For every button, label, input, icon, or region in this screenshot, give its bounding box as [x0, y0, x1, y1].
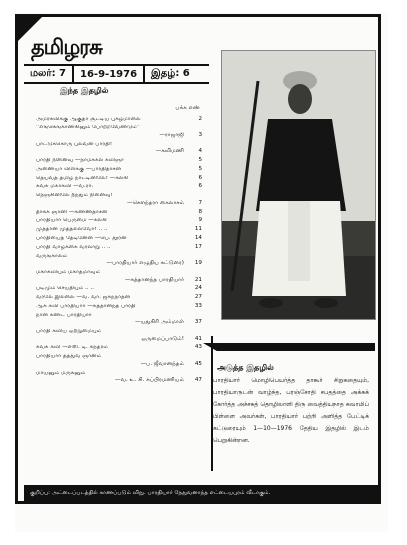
toc-entry-page: 11: [194, 226, 202, 233]
toc-entry-title: அணையா விளக்கு —பாரதிதாசன்: [36, 166, 122, 172]
toc-entry: [36, 345, 202, 351]
magazine-logo: தமிழரசு: [31, 34, 102, 59]
toc-entry-title: மாயனும் மருகனும்: [36, 370, 86, 376]
toc-entry-title: படிமும் செய்தியும் .. ..: [36, 286, 94, 292]
toc-entry-author: —யதுகிரி அம்மாள்: [135, 319, 184, 326]
toc-entry-page: 21: [194, 276, 202, 283]
cover-photo: [221, 50, 376, 320]
toc-entry-title: மகாகவியும் மகாத்மாவும்: [36, 269, 100, 275]
toc-entry-page: 14: [194, 234, 202, 241]
toc-entry: [36, 304, 202, 310]
toc-entry-page: 9: [198, 217, 202, 224]
toc-entry-title: பாரதியைத் தேடினேன் —பெ. தூரன்: [36, 235, 127, 241]
toc-entry-page: 7: [198, 199, 202, 206]
volume-label: மலர்: 7: [30, 68, 67, 79]
toc-entry: [36, 286, 202, 292]
next-issue-title: அடுத்த இதழில்: [217, 363, 274, 372]
toc-entry-page: 17: [194, 243, 202, 250]
toc-entry-title: முத்தான முத்தல்லவோ! .. ..: [36, 227, 108, 233]
issue-info-bar: [24, 64, 209, 84]
toc-entry-page: 43: [194, 344, 202, 351]
toc-entry: [36, 371, 202, 384]
toc-entry-title: பாரதி கவிய ஒற்றுமையும்: [36, 329, 102, 334]
toc-entry-title: பாரதியார் பெருமை —கல்கி: [36, 218, 107, 224]
toc-entry: [36, 176, 202, 182]
toc-entry-title: வரலே இல்லை —வ. வா. ஜகந்நாதன்: [36, 295, 131, 301]
toc-entry-author: —ராஜாஜி: [159, 131, 184, 138]
next-issue-box: [203, 343, 375, 471]
toc-entry: [36, 218, 202, 224]
toc-entry: [36, 313, 202, 326]
issue-number: இதழ்: 6: [151, 68, 190, 79]
footer-note: குறிப்பு: அட்டைப்படத்தில் காணப்படும் விநு. பாரதியார் நேதுவனாந்த எட்டையபுரம் வீடாகும்.: [24, 485, 380, 501]
toc-entry-author: —ப. ஜீவானந்தம்: [140, 360, 184, 367]
toc-entry-page: 3: [198, 131, 202, 138]
toc-entry: [36, 193, 202, 206]
toc-entry-author: —வ. உ. சி. சுப்பிரமணியம்: [115, 377, 184, 384]
toc-entry-title: வருங்காலம்: [36, 253, 68, 259]
toc-entry-page: 19: [194, 260, 202, 267]
portrait-image: [222, 51, 375, 319]
toc-entry: [36, 270, 202, 283]
toc-entry-page: 5: [198, 165, 202, 172]
toc-entry: [36, 210, 202, 216]
toc-entry-title: கவசு மகாகவி —வ.ரா.: [36, 184, 94, 190]
toc-entry: [36, 295, 202, 301]
toc-entry-title: தெய்வத் தமிழ் நாட்டினிலே! —கல்கி: [36, 175, 129, 181]
toc-entry-page: 5: [198, 157, 202, 164]
masthead: [31, 24, 201, 66]
toc-entry-title: கவசு கவி —எஸ். டி. சுந்தரம்: [36, 345, 108, 351]
page-number-header: பக்க எண்: [175, 105, 200, 111]
toc-entry-title: அமரகவிக்கு ஆகுதர் சூட்டிய புகழ்மாலை: [36, 116, 141, 122]
toc-entry-author: —சுத்தானந்த பாரதியார்: [124, 276, 184, 283]
toc-entry-author: —கவிமணி: [155, 148, 184, 155]
toc-entry-page: 8: [198, 208, 202, 215]
issue-date: 16-9-1976: [80, 68, 138, 80]
toc-entry: [36, 254, 202, 267]
toc-entry: [36, 167, 202, 173]
toc-entry-title: நெஞ்சினிலே நீந்தும் நினைவு!: [36, 193, 113, 199]
toc-entry-page: 2: [198, 115, 202, 122]
toc-entry: [36, 125, 202, 138]
next-issue-text: பாரதியார் மொழிபெயர்த்த தாகூர் சிறுகதையும், பாரதியாருடன் வாழ்ந்த, பரஞ்சோதி சபதத்தை அக்கக் கோர்த்த அச்சகத் தொழிலாளி திரு வைத்தியநாத சுவாமிப் பிள்ளை அவர்கள், பாரதியார் பற்றி அளித்த பேட்டிக் கட்டுரையும் 1—10—1976 தேதிய இதழில் இடம் பெறுகின்றன.: [213, 377, 369, 444]
toc-entry: [36, 184, 202, 190]
toc-entry-author: —பாரதியார் எழுதிய கட்டுரை): [106, 260, 184, 267]
toc-entry-page: 37: [194, 319, 202, 326]
toc-entry-title: நான் கண்ட பாரதியார்: [36, 312, 92, 318]
toc-entry-page: 45: [194, 360, 202, 367]
toc-entry-page: 4: [198, 148, 202, 155]
toc-entry-page: 6: [198, 183, 202, 190]
toc-entry-title: தீர்க்க ஞானி —கண்ணதாசன்: [36, 209, 108, 215]
toc-entry-title: பாரதி நினைவு —நாமக்கல் கவிஞர்: [36, 158, 124, 164]
toc-entry: [36, 236, 202, 242]
toc-entry-page: 27: [194, 294, 202, 301]
toc-entry-title: ஆசு கவி பாரதியார் —சுத்தானந்த பாரதி: [36, 303, 136, 309]
contents-heading: இந்த இதழில்: [60, 86, 109, 95]
toc-entry-title: பாட்டுக்கொரு புலவன் பாரதி!: [36, 141, 113, 147]
toc-entry: [36, 227, 202, 233]
toc-entry: [36, 354, 202, 367]
toc-entry-title: பாரதி வாழ்க்கை வரலாறு .. ..: [36, 244, 111, 250]
toc-entry-author: —சௌந்தரா கைலாசம்: [127, 199, 184, 206]
toc-entry-page: 47: [194, 377, 202, 384]
next-issue-bar: [203, 343, 375, 351]
toc-entry-page: 41: [194, 335, 202, 342]
toc-entry-author: ஒருமைப்பாடும்!: [141, 335, 184, 342]
toc-entry-page: 33: [194, 302, 202, 309]
toc-entry: [36, 117, 202, 123]
toc-entry-title: ''எங்கெங்காண்கினும் போற்றவேண்டும்'': [36, 125, 140, 131]
table-of-contents: [36, 106, 202, 387]
toc-entry-page: 24: [194, 285, 202, 292]
toc-entry-title: பாரதியார் தத்துவ ஞானம்: [36, 354, 102, 360]
toc-list: [36, 117, 202, 384]
toc-entry: [36, 245, 202, 251]
toc-entry: [36, 142, 202, 155]
toc-entry: [36, 329, 202, 342]
toc-entry: [36, 158, 202, 164]
toc-entry-page: 6: [198, 174, 202, 181]
